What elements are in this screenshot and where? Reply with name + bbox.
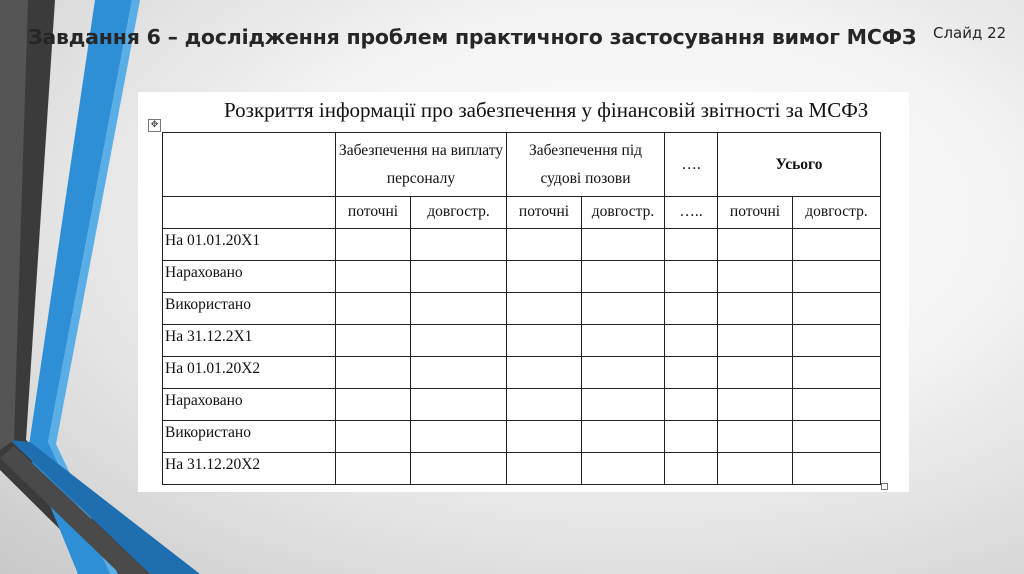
table-cell[interactable] [793, 357, 881, 389]
table-row [163, 325, 881, 357]
table-cell[interactable] [718, 293, 793, 325]
slide-title: Завдання 6 – дослідження проблем практичного застосування вимог МСФЗ [28, 25, 917, 49]
table-cell[interactable] [665, 421, 718, 453]
table-cell[interactable] [718, 421, 793, 453]
table-cell[interactable] [793, 229, 881, 261]
table-row [163, 261, 881, 293]
table-cell[interactable] [665, 357, 718, 389]
subheader-current: поточні [718, 197, 793, 229]
document-heading: Розкриття інформації про забезпечення у фінансовій звітності за МСФЗ [224, 98, 869, 122]
table-row [163, 389, 881, 421]
row-label: Використано [163, 293, 336, 325]
table-cell[interactable] [411, 261, 507, 293]
table-cell[interactable] [336, 261, 411, 293]
table-cell[interactable] [411, 389, 507, 421]
table-cell[interactable] [718, 453, 793, 485]
header-legal-provisions: Забезпечення під судові позови [507, 133, 665, 197]
row-label: Використано [163, 421, 336, 453]
table-cell[interactable] [582, 293, 665, 325]
slide-number: Слайд 22 [933, 24, 1007, 42]
row-label: Нараховано [163, 389, 336, 421]
table-resize-handle[interactable] [881, 483, 888, 490]
table-cell[interactable] [582, 453, 665, 485]
table-cell[interactable] [718, 229, 793, 261]
table-row [163, 357, 881, 389]
subheader-long-term: довгостр. [411, 197, 507, 229]
table-cell[interactable] [507, 453, 582, 485]
table-cell[interactable] [507, 357, 582, 389]
table-cell[interactable] [411, 229, 507, 261]
table-cell[interactable] [507, 389, 582, 421]
subheader-dots: ….. [665, 197, 718, 229]
table-cell[interactable] [336, 389, 411, 421]
table-cell[interactable] [718, 261, 793, 293]
table-header-row [163, 133, 881, 197]
table-cell[interactable] [718, 325, 793, 357]
table-cell[interactable] [793, 325, 881, 357]
table-cell[interactable] [665, 325, 718, 357]
table-cell[interactable] [582, 389, 665, 421]
table-cell[interactable] [411, 421, 507, 453]
row-label: На 31.12.2Х1 [163, 325, 336, 357]
subheader-long-term: довгостр. [793, 197, 881, 229]
table-row [163, 421, 881, 453]
table-cell[interactable] [507, 421, 582, 453]
table-cell[interactable] [665, 229, 718, 261]
table-cell[interactable] [718, 389, 793, 421]
table-cell[interactable] [411, 293, 507, 325]
table-cell[interactable] [665, 453, 718, 485]
subheader-current: поточні [336, 197, 411, 229]
table-cell[interactable] [336, 357, 411, 389]
row-label: На 01.01.20Х1 [163, 229, 336, 261]
subheader-long-term: довгостр. [582, 197, 665, 229]
provisions-table [162, 132, 881, 485]
table-cell[interactable] [582, 229, 665, 261]
table-row [163, 293, 881, 325]
table-cell[interactable] [793, 261, 881, 293]
row-label: Нараховано [163, 261, 336, 293]
table-cell[interactable] [665, 261, 718, 293]
table-cell[interactable] [582, 325, 665, 357]
table-cell[interactable] [793, 453, 881, 485]
table-cell[interactable] [336, 229, 411, 261]
table-cell[interactable] [411, 453, 507, 485]
table-subheader-row [163, 197, 881, 229]
table-cell[interactable] [507, 261, 582, 293]
table-cell[interactable] [507, 293, 582, 325]
subheader-empty-cell [163, 197, 336, 229]
header-total: Усього [718, 133, 881, 197]
table-cell[interactable] [793, 389, 881, 421]
table-cell[interactable] [665, 389, 718, 421]
header-empty-cell [163, 133, 336, 197]
table-cell[interactable] [718, 357, 793, 389]
table-cell[interactable] [793, 293, 881, 325]
row-label: На 31.12.20Х2 [163, 453, 336, 485]
table-row [163, 453, 881, 485]
table-cell[interactable] [336, 453, 411, 485]
table-cell[interactable] [665, 293, 718, 325]
table-cell[interactable] [411, 325, 507, 357]
table-cell[interactable] [582, 421, 665, 453]
table-cell[interactable] [507, 325, 582, 357]
table-cell[interactable] [582, 261, 665, 293]
table-cell[interactable] [793, 421, 881, 453]
table-cell[interactable] [411, 357, 507, 389]
table-cell[interactable] [507, 229, 582, 261]
table-cell[interactable] [336, 293, 411, 325]
table-row [163, 229, 881, 261]
header-other-dots: …. [665, 133, 718, 197]
table-cell[interactable] [336, 325, 411, 357]
subheader-current: поточні [507, 197, 582, 229]
row-label: На 01.01.20Х2 [163, 357, 336, 389]
header-employee-provisions: Забезпечення на виплату персоналу [336, 133, 507, 197]
table-cell[interactable] [582, 357, 665, 389]
embedded-document [138, 92, 909, 492]
table-move-handle-icon[interactable]: ✥ [148, 119, 161, 132]
table-cell[interactable] [336, 421, 411, 453]
